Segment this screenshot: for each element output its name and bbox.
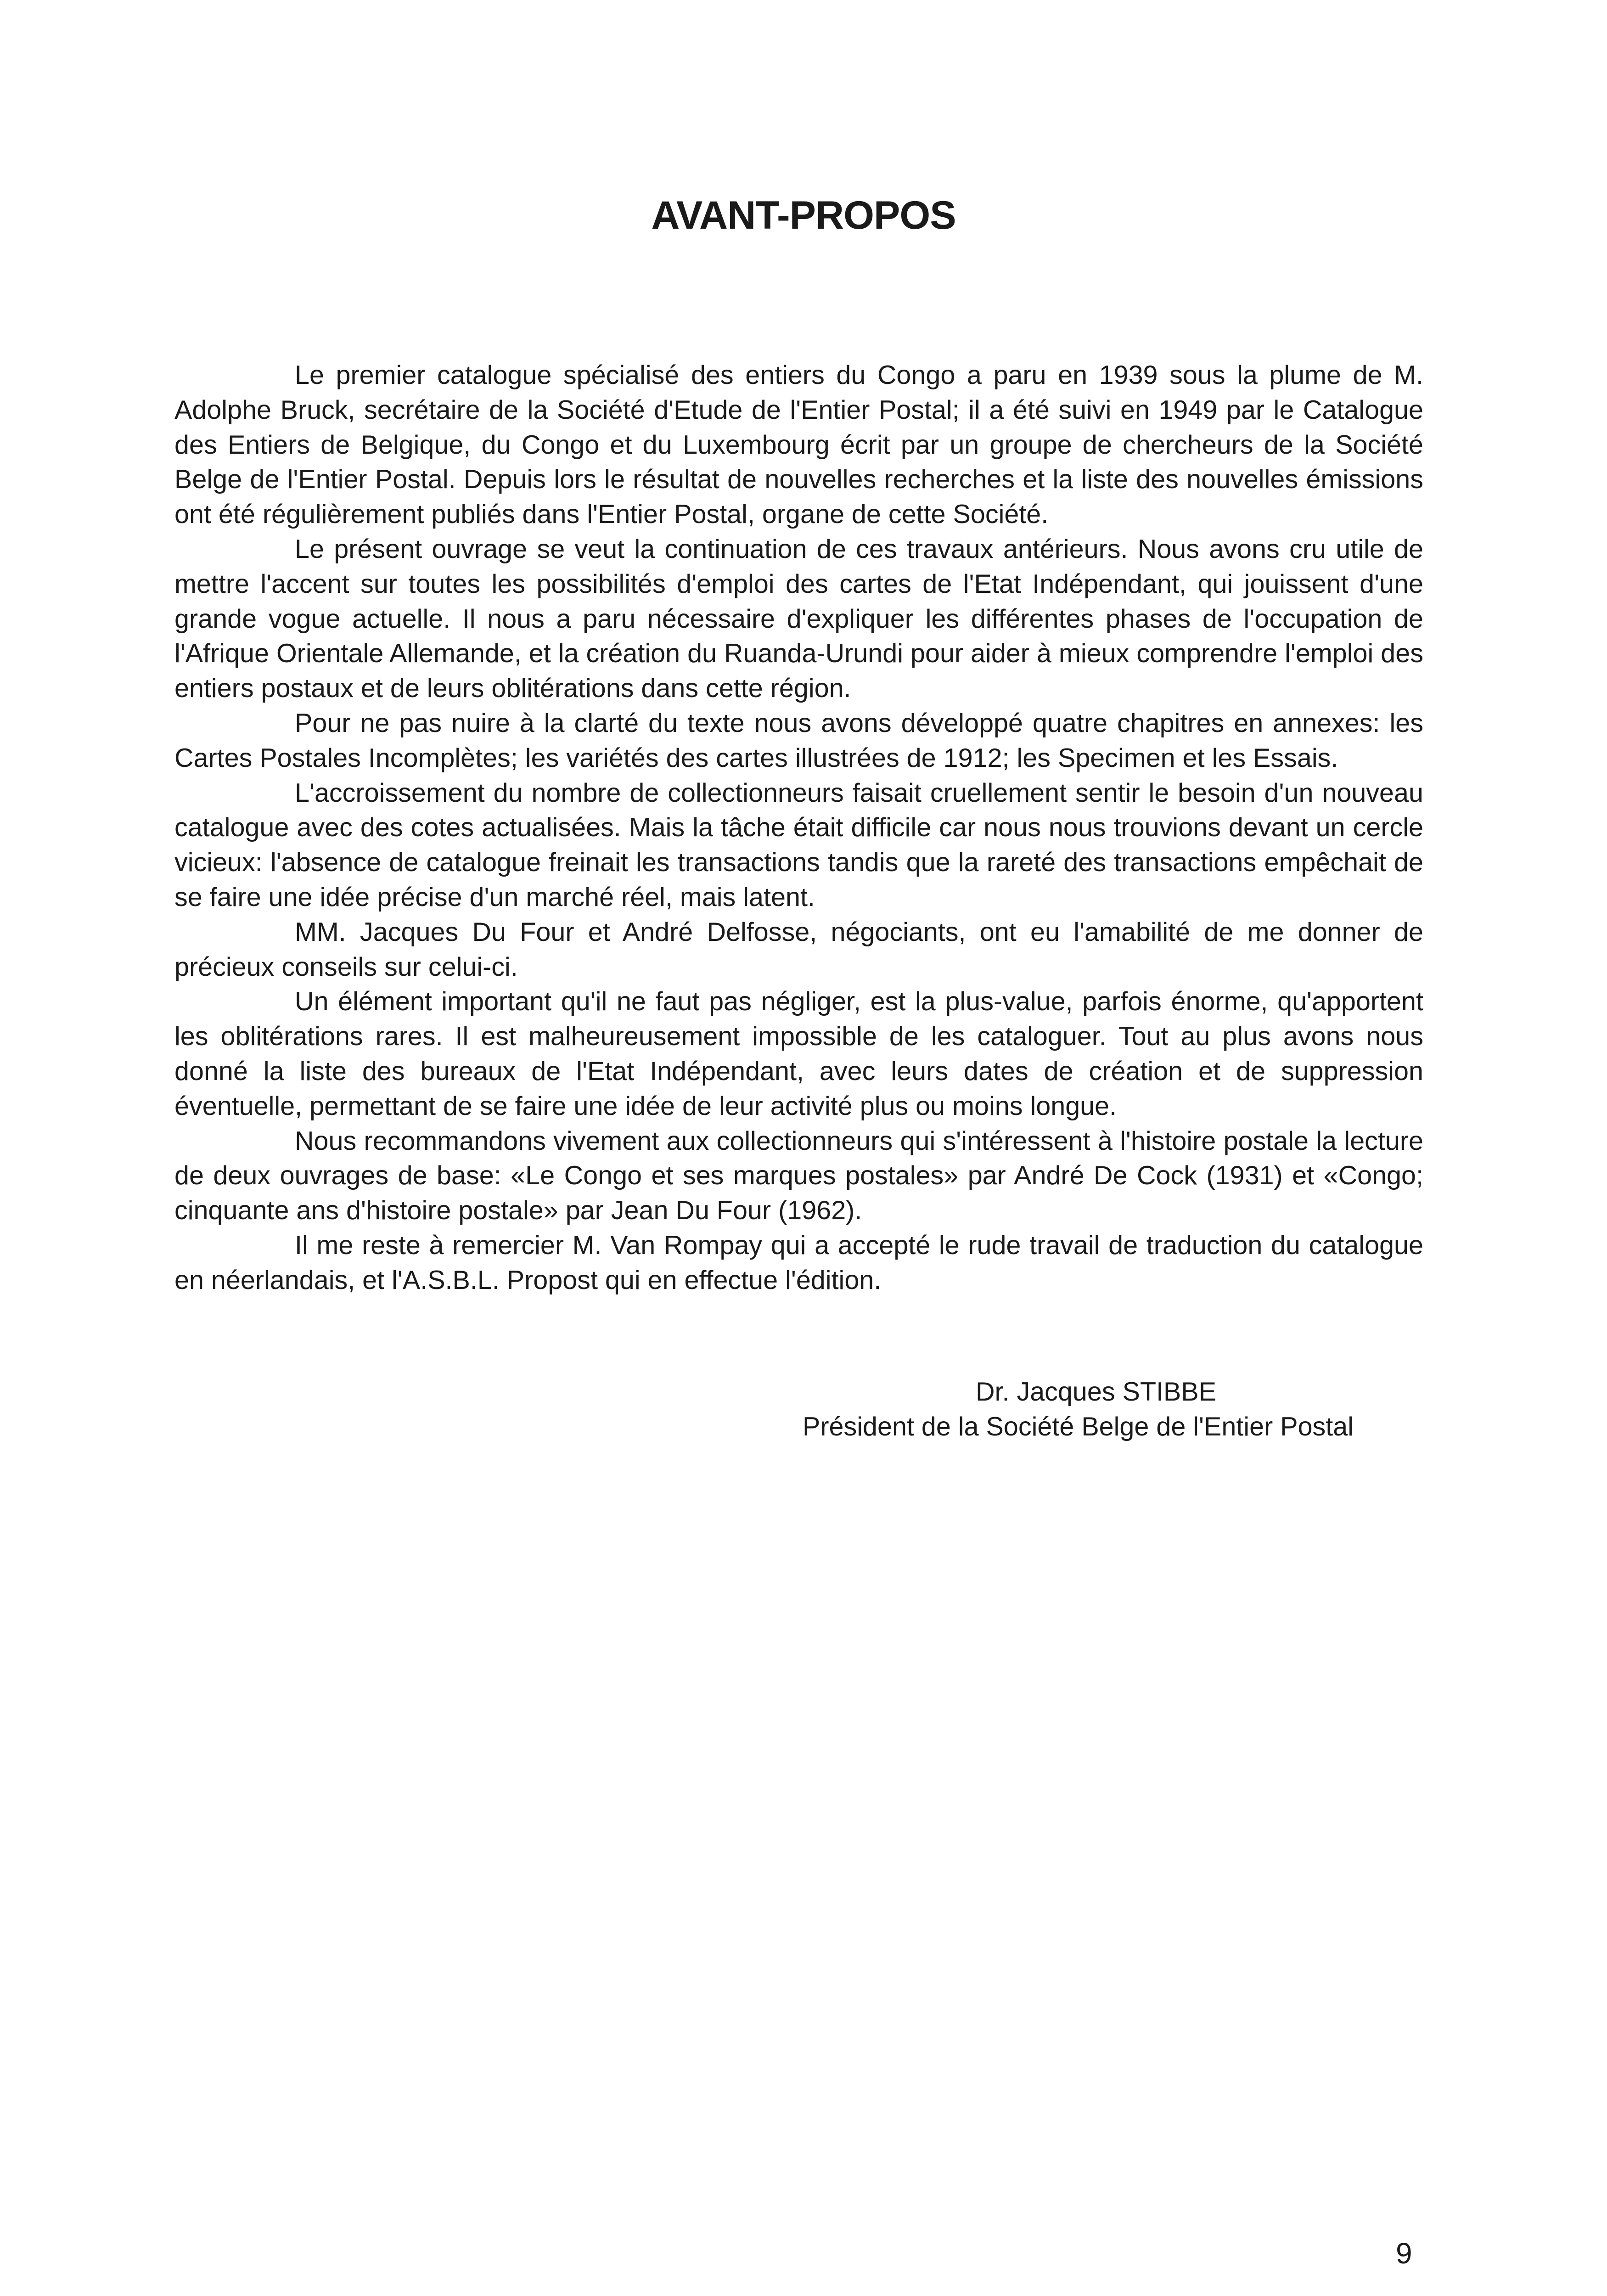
paragraph-7: Nous recommandons vivement aux collectionneurs qui s'intéressent à l'histoire postale la lecture de deux ouvrages de base: «Le Congo et ses marques postales» par André De Cock (1931) et «Congo; cinquante ans d'histoire postale» par Jean Du Four (1962). (174, 1126, 1423, 1226)
paragraph-3: Pour ne pas nuire à la clarté du texte nous avons développé quatre chapitres en annexes: les Cartes Postales Incomplètes; les variétés des cartes illustrées de 1912; les Specimen et les Essais. (174, 708, 1423, 773)
signature-name: Dr. Jacques STIBBE (976, 1377, 1217, 1407)
paragraph-1: Le premier catalogue spécialisé des entiers du Congo a paru en 1939 sous la plume de M. Adolphe Bruck, secrétaire de la Société d'Etude de l'Entier Postal; il a été suivi en 1949 par le Catalogue des Entiers de Belgique, du Congo et du Luxembourg écrit par un groupe de chercheurs de la Société Belge de l'Entier Postal. Depuis lors le résultat de nouvelles recherches et la liste des nouvelles émissions ont été régulièrement publiés dans l'Entier Postal, organe de cette Société. (174, 360, 1423, 529)
paragraph-5: MM. Jacques Du Four et André Delfosse, négociants, ont eu l'amabilité de me donner de précieux conseils sur celui-ci. (174, 917, 1423, 982)
paragraph-6: Un élément important qu'il ne faut pas négliger, est la plus-value, parfois énorme, qu'apportent les oblitérations rares. Il est malheureusement impossible de les cataloguer. Tout au plus avons nous donné la liste des bureaux de l'Etat Indépendant, avec leurs dates de création et de suppression éventuelle, permettant de se faire une idée de leur activité plus ou moins longue. (174, 987, 1423, 1121)
paragraph-8: Il me reste à remercier M. Van Rompay qui a accepté le rude travail de traduction du catalogue en néerlandais, et l'A.S.B.L. Propost qui en effectue l'édition. (174, 1230, 1423, 1295)
page-number: 9 (1396, 2237, 1412, 2270)
paragraph-2: Le présent ouvrage se veut la continuation de ces travaux antérieurs. Nous avons cru utile de mettre l'accent sur toutes les possibilités d'emploi des cartes de l'Etat Indépendant, qui jouissent d'une grande vogue actuelle. Il nous a paru nécessaire d'expliquer les différentes phases de l'occupation de l'Afrique Orientale Allemande, et la création du Ruanda-Urundi pour aider à mieux comprendre l'emploi des entiers postaux et de leurs oblitérations dans cette région. (174, 534, 1423, 703)
page-title: AVANT-PROPOS (651, 193, 956, 237)
paragraph-4: L'accroissement du nombre de collectionneurs faisait cruellement sentir le besoin d'un nouveau catalogue avec des cotes actualisées. Mais la tâche était difficile car nous nous trouvions devant un cercle vicieux: l'absence de catalogue freinait les transactions tandis que la rareté des transactions empêchait de se faire une idée précise d'un marché réel, mais latent. (174, 778, 1423, 912)
foreword-body (174, 358, 1423, 1298)
signature-title: Président de la Société Belge de l'Entier Postal (803, 1412, 1354, 1441)
